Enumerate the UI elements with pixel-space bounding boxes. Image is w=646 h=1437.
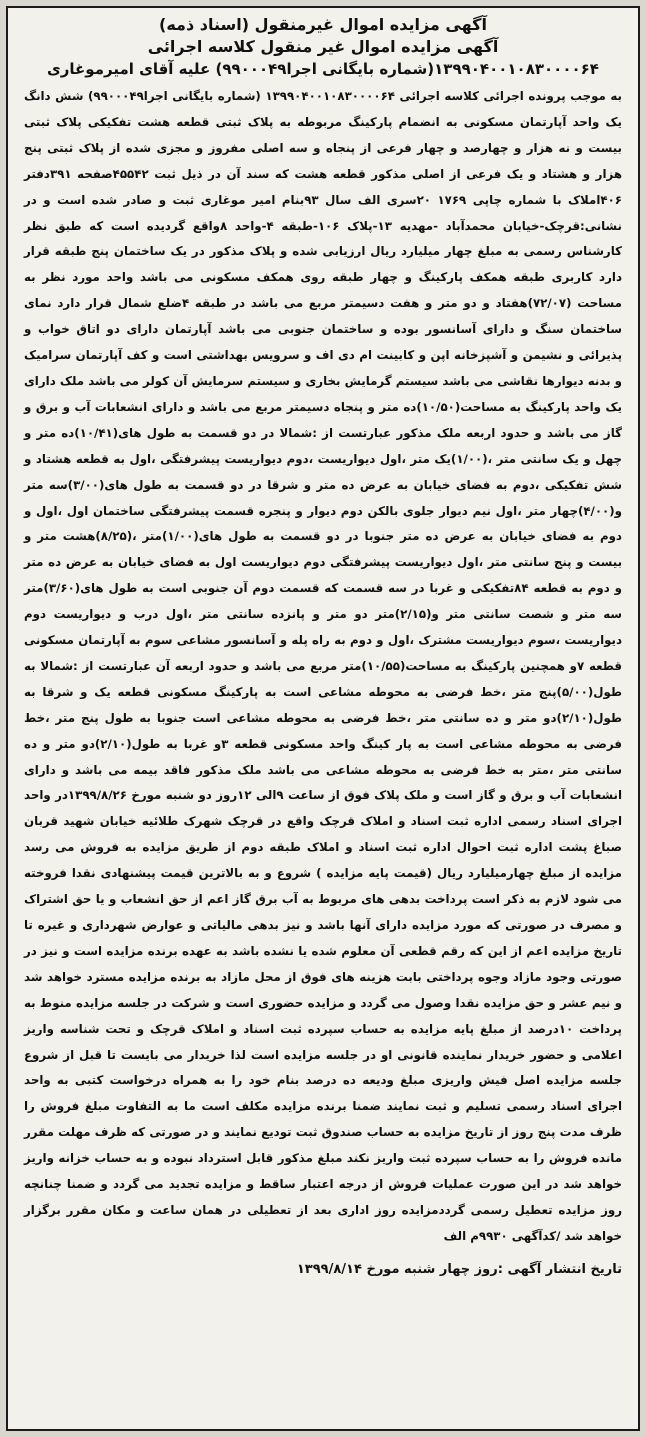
publication-date: تاریخ انتشار آگهی :روز چهار شنبه مورخ ۱۳۹۹/۸/۱۴ xyxy=(296,1261,622,1277)
notice-body: به موجب پرونده اجرائی کلاسه اجرائی ۱۳۹۹۰۴۰۰۱۰۸۳۰۰۰۰۶۴ (شماره بایگانی اجرا۹۹۰۰۰۴۹) شش دانگ یک واحد آپارتمان مسکونی به انضمام پارکینگ مربوطه به پلاک ثبتی قطعه هشت تفکیکی پلاک ثبتی بیست و نه هزار و چهارصد و چهار فرعی از پنجاه و سه اصلی مفروز و مجزی شده از پلاک ثبتی پنج هزار و هشتاد و یک فرعی از اصلی مذکور قطعه هشت که سند آن در ذیل ثبت ۴۵۵۴۲صفحه ۳۹۱دفتر ۴۰۶املاک با شماره چاپی ۱۷۶۹ ۲۰سری الف سال ۹۳بنام امیر موغاری ثبت و صادر شده است و در نشانی:قرچک-خیابان محمدآباد -مهدیه ۱۳-پلاک ۱۰۶-طبقه ۴-واحد ۸واقع گردیده است که طبق نظر کارشناس رسمی به مبلغ چهار میلیارد ریال ارزیابی شده و پلاک مذکور در یک ساختمان پنج طبقه قرار دارد کاربری طبقه همکف پارکینگ و چهار طبقه روی همکف مسکونی می باشد واحد مورد نظر به مساحت (۷۲/۰۷)هفتاد و دو متر و هفت دسیمتر مربع می باشد در طبقه ۴ضلع شمال قرار دارد نمای ساختمان سنگ و دارای آسانسور بوده و ساختمان جنوبی می باشد آپارتمان دارای دو اتاق خواب و پذیرائی و نشیمن و آشپزخانه اپن و کابینت ام دی اف و سرویس بهداشتی است و کف آپارتمان سرامیک و بدنه دیوارها نقاشی می باشد سیستم گرمایش بخاری و سیستم سرمایش آن کولر می باشد ملک دارای یک واحد پارکینگ به مساحت(۱۰/۵۰)ده متر و پنجاه دسیمتر مربع می باشد و دارای انشعابات آب و برق و گاز می باشد و حدود اربعه ملک مذکور عبارتست از :شمالا در دو قسمت به طول های(۱۰/۴۱)ده متر و چهل و یک سانتی متر ،(۱/۰۰)یک متر ،اول دیواریست ،دوم دیواریست پیشرفتگی ،اول به قطعه هشتاد و شش تفکیکی ،دوم به فضای خیابان به عرض ده متر و شرقا در دو قسمت به طول های(۳/۰۰)سه متر و(۴/۰۰)چهار متر ،اول نیم دیوار جلوی بالکن دوم دیوار و پنجره قسمت پیشرفتگی ساختمان اول ،اول و دوم به فضای خیابان به عرض ده متر جنوبا در دو قسمت به طول های(۱/۰۰)متر ،(۸/۲۵)هشت متر و بیست و پنج سانتی متر ،اول دیواریست پیشرفتگی دوم دیواریست اول به فضای خیابان به عرض ده متر و دوم به قطعه ۸۴تفکیکی و غربا در سه قسمت که قسمت دوم آن جنوبی است به طول های(۳/۶۰)متر سه متر و شصت سانتی متر و(۲/۱۵)متر دو متر و پانزده سانتی متر ،اول درب و دیواریست دوم دیواریست ،سوم دیواریست مشترک ،اول و دوم به راه پله و آسانسور مشاعی سوم به آپارتمان مسکونی قطعه ۷و همچنین پارکینگ به مساحت(۱۰/۵۵)متر مربع می باشد و حدود اربعه آن عبارتست از :شمالا به طول(۵/۰۰)پنج متر ،خط فرضی به محوطه مشاعی است به پارکینگ مسکونی قطعه یک و شرقا به طول(۲/۱۰)دو متر و ده سانتی متر ،خط فرضی به محوطه مشاعی است جنوبا به طول پنج متر ،خط فرضی به محوطه مشاعی است به پار کینگ واحد مسکونی قطعه ۳و غربا به طول(۲/۱۰)دو متر و ده سانتی متر ،متر به خط فرضی به محوطه مشاعی می باشد ملک مذکور فاقد بیمه می باشد و دارای انشعابات آب و برق و گاز است و ملک پلاک فوق از ساعت ۹الی ۱۲روز دو شنبه مورخ ۱۳۹۹/۸/۲۶در واحد اجرای اسناد رسمی اداره ثبت اسناد و املاک قرچک واقع در قرچک شهرک طلائیه خیابان شهید قربان صباغ پشت اداره ثبت احوال اداره ثبت اسناد و املاک طبقه دوم از طریق مزایده به فروش می رسد مزایده از مبلغ چهارمیلیارد ریال (قیمت پایه مزایده ) شروع و به بالاترین قیمت پیشنهادی نقدا فروخته می شود لازم به ذکر است پرداخت بدهی های مربوط به آب برق گاز اعم از حق انشعاب و یا حق اشتراک و مصرف در صورتی که مورد مزایده دارای آنها باشد و نیز بدهی مالیاتی و عوارض شهرداری و غیره تا تاریخ مزایده اعم از این که رقم قطعی آن معلوم شده یا نشده باشد به عهده برنده مزایده است و نیز در صورتی وجود مازاد وجوه پرداختی بابت هزینه های فوق از محل مازاد به برنده مزایده مسترد خواهد شد و نیم عشر و حق مزایده نقدا وصول می گردد و مزایده حضوری است و شرکت در جلسه مزایده منوط به پرداخت ۱۰درصد از مبلغ پایه مزایده به حساب سپرده ثبت اسناد و املاک قرچک و تحت شناسه واریز اعلامی و حضور خریدار نماینده قانونی او در جلسه مزایده است لذا خریدار می بایست تا قبل از شروع جلسه مزایده اصل فیش واریزی مبلغ ودیعه ده درصد بنام خود را به همراه درخواست کتبی به واحد اجرای اسناد رسمی تسلیم و ثبت نمایند ضمنا برنده مزایده مکلف است ما به التفاوت مبلغ فروش را ظرف مدت پنج روز از تاریخ مزایده به حساب صندوق ثبت تودیع نمایند و در صورتی که ظرف مهلت مقرر مانده فروش را به حساب سپرده ثبت واریز نکند مبلغ مذکور قابل استرداد نبوده و به حساب خزانه واریز خواهد شد در این صورت عملیات فروش از درجه اعتبار ساقط و مزایده تجدید می گردد و ضمنا چنانچه روز مزایده تعطیل رسمی گرددمزایده روز اداری بعد از تعطیلی در همان ساعت و مکان مقرر برگزار خواهد شد /کدآگهی ۹۹۳۰م الف xyxy=(24,89,623,1243)
notice-title: آگهی مزایده اموال غیرمنقول (اسناد ذمه) xyxy=(159,15,487,34)
notice-subtitle: آگهی مزایده اموال غیر منقول کلاسه اجرائی xyxy=(147,37,499,56)
notice-header xyxy=(24,14,622,80)
case-number-line: ۱۳۹۹۰۴۰۰۱۰۸۳۰۰۰۰۶۴(شماره بایگانی اجرا۹۹۰۰۰۴۹) علیه آقای امیرموغاری xyxy=(47,60,599,78)
auction-notice-clipping xyxy=(6,6,640,1431)
